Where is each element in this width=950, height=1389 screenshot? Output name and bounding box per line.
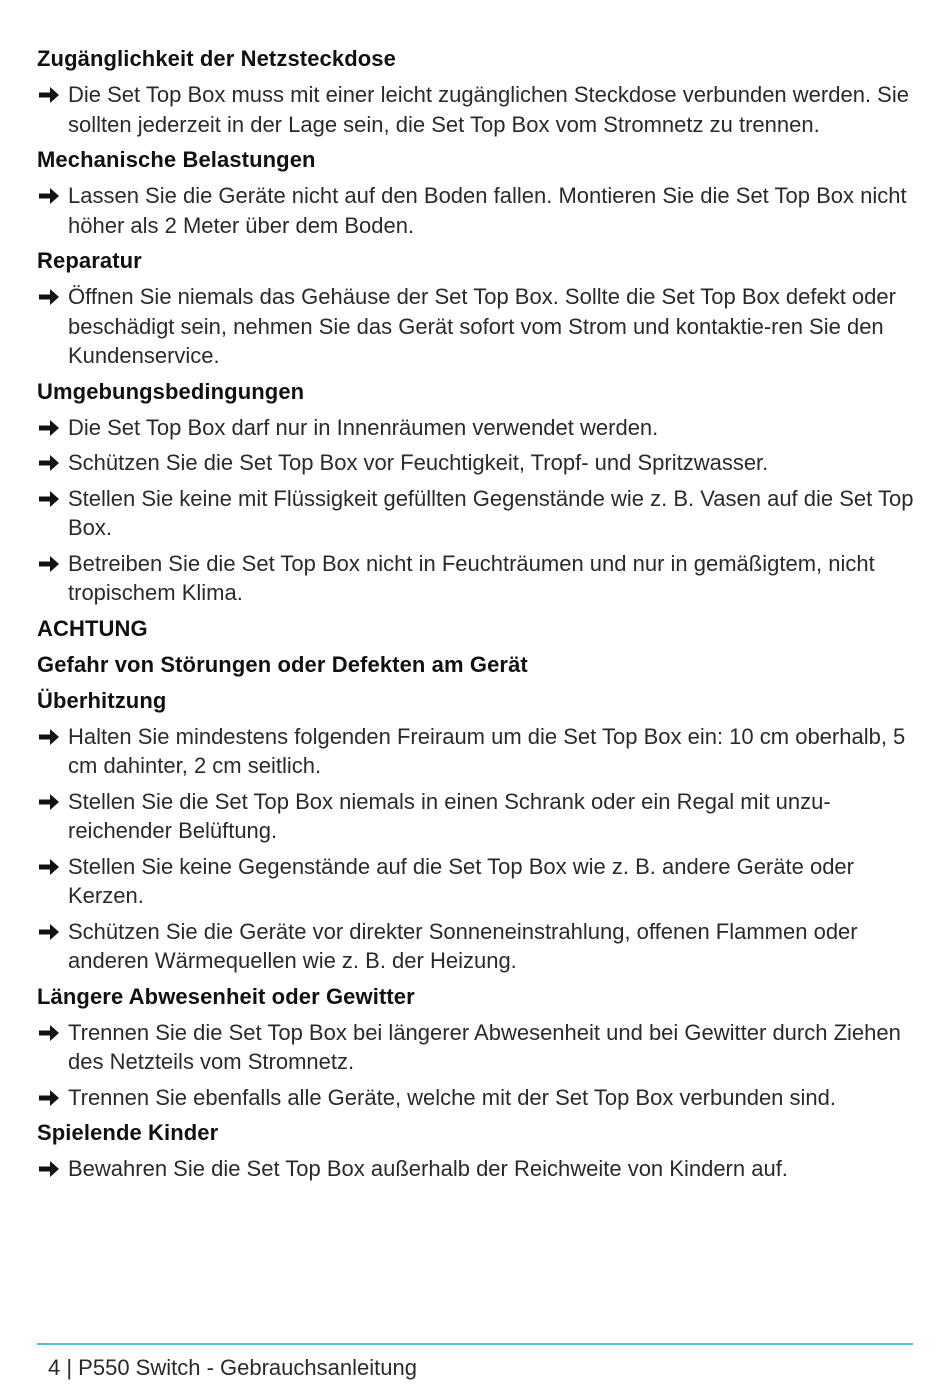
list-item-text: Schützen Sie die Geräte vor direkter Sonneneinstrahlung, offenen Flammen oder anderen Wärmequellen wie z. B. der Heizung. xyxy=(68,918,858,973)
list-item-text: Halten Sie mindestens folgenden Freiraum um die Set Top Box ein: 10 cm oberhalb, 5 cm dahinter, 2 cm seitlich. xyxy=(68,723,906,778)
list-item xyxy=(37,484,917,543)
arrow-right-icon xyxy=(37,855,61,879)
arrow-right-icon xyxy=(37,184,61,208)
list-item-text: Schützen Sie die Set Top Box vor Feuchtigkeit, Tropf- und Spritzwasser. xyxy=(68,450,769,475)
section-heading: Spielende Kinder xyxy=(37,1120,219,1145)
section-heading: Zugänglichkeit der Netzsteckdose xyxy=(37,46,396,71)
list-item xyxy=(37,448,917,478)
arrow-right-icon xyxy=(37,285,61,309)
arrow-right-icon xyxy=(37,451,61,475)
section xyxy=(37,1118,917,1184)
arrow-right-icon xyxy=(37,920,61,944)
section xyxy=(37,650,917,680)
list-item xyxy=(37,852,917,911)
document-body xyxy=(37,44,917,1190)
arrow-right-icon xyxy=(37,725,61,749)
page-footer: 4 | P550 Switch - Gebrauchsanleitung xyxy=(48,1355,417,1380)
section xyxy=(37,982,917,1113)
section xyxy=(37,377,917,608)
arrow-right-icon xyxy=(37,83,61,107)
list-item-text: Bewahren Sie die Set Top Box außerhalb der Reichweite von Kindern auf. xyxy=(68,1156,788,1181)
list-item xyxy=(37,722,917,781)
arrow-right-icon xyxy=(37,1157,61,1181)
section-heading: Überhitzung xyxy=(37,687,167,713)
list-item-text: Stellen Sie keine mit Flüssigkeit gefüllten Gegenstände wie z. B. Vasen auf die Set Top Box. xyxy=(68,485,914,540)
list-item xyxy=(37,1018,917,1077)
list-item xyxy=(37,181,917,240)
list-item xyxy=(37,413,917,443)
list-item-text: Trennen Sie ebenfalls alle Geräte, welche mit der Set Top Box verbunden sind. xyxy=(68,1084,837,1110)
section xyxy=(37,44,917,139)
section xyxy=(37,614,917,644)
list-item xyxy=(37,549,917,608)
list-item-text: Lassen Sie die Geräte nicht auf den Boden fallen. Montieren Sie die Set Top Box nicht höher als 2 Meter über dem Boden. xyxy=(68,183,907,238)
footer-divider xyxy=(37,1343,913,1345)
arrow-right-icon xyxy=(37,416,61,440)
section xyxy=(37,145,917,240)
list-item xyxy=(37,80,917,139)
list-item-text: Betreiben Sie die Set Top Box nicht in Feuchträumen und nur in gemäßigtem, nicht tropischem Klima. xyxy=(68,550,875,605)
section xyxy=(37,246,917,371)
arrow-right-icon xyxy=(37,487,61,511)
section-heading: Mechanische Belastungen xyxy=(37,147,316,172)
section-heading: Längere Abwesenheit oder Gewitter xyxy=(37,983,415,1009)
section-heading: Umgebungsbedingungen xyxy=(37,378,305,404)
list-item xyxy=(37,787,917,846)
list-item-text: Die Set Top Box darf nur in Innenräumen verwendet werden. xyxy=(68,414,659,440)
section xyxy=(37,686,917,976)
list-item-text: Die Set Top Box muss mit einer leicht zugänglichen Steckdose verbunden werden. Sie sollten jederzeit in der Lage sein, die Set Top Box vom Stromnetz zu trennen. xyxy=(68,82,909,137)
section-heading: Gefahr von Störungen oder Defekten am Gerät xyxy=(37,651,528,677)
list-item-text: Trennen Sie die Set Top Box bei längerer Abwesenheit und bei Gewitter durch Ziehen des Netzteils vom Stromnetz. xyxy=(68,1019,901,1074)
section-heading: ACHTUNG xyxy=(37,615,148,641)
arrow-right-icon xyxy=(37,790,61,814)
list-item xyxy=(37,282,917,371)
arrow-right-icon xyxy=(37,1021,61,1045)
list-item-text: Öffnen Sie niemals das Gehäuse der Set Top Box. Sollte die Set Top Box defekt oder beschädigt sein, nehmen Sie das Gerät sofort vom Strom und kontaktie-ren Sie den Kundenservice. xyxy=(68,284,896,368)
list-item-text: Stellen Sie keine Gegenstände auf die Set Top Box wie z. B. andere Geräte oder Kerzen. xyxy=(68,853,854,908)
list-item xyxy=(37,1083,917,1113)
list-item xyxy=(37,917,917,976)
list-item-text: Stellen Sie die Set Top Box niemals in einen Schrank oder ein Regal mit unzu-reichender Belüftung. xyxy=(68,788,831,843)
section-heading: Reparatur xyxy=(37,248,142,273)
arrow-right-icon xyxy=(37,552,61,576)
list-item xyxy=(37,1154,917,1184)
arrow-right-icon xyxy=(37,1086,61,1110)
